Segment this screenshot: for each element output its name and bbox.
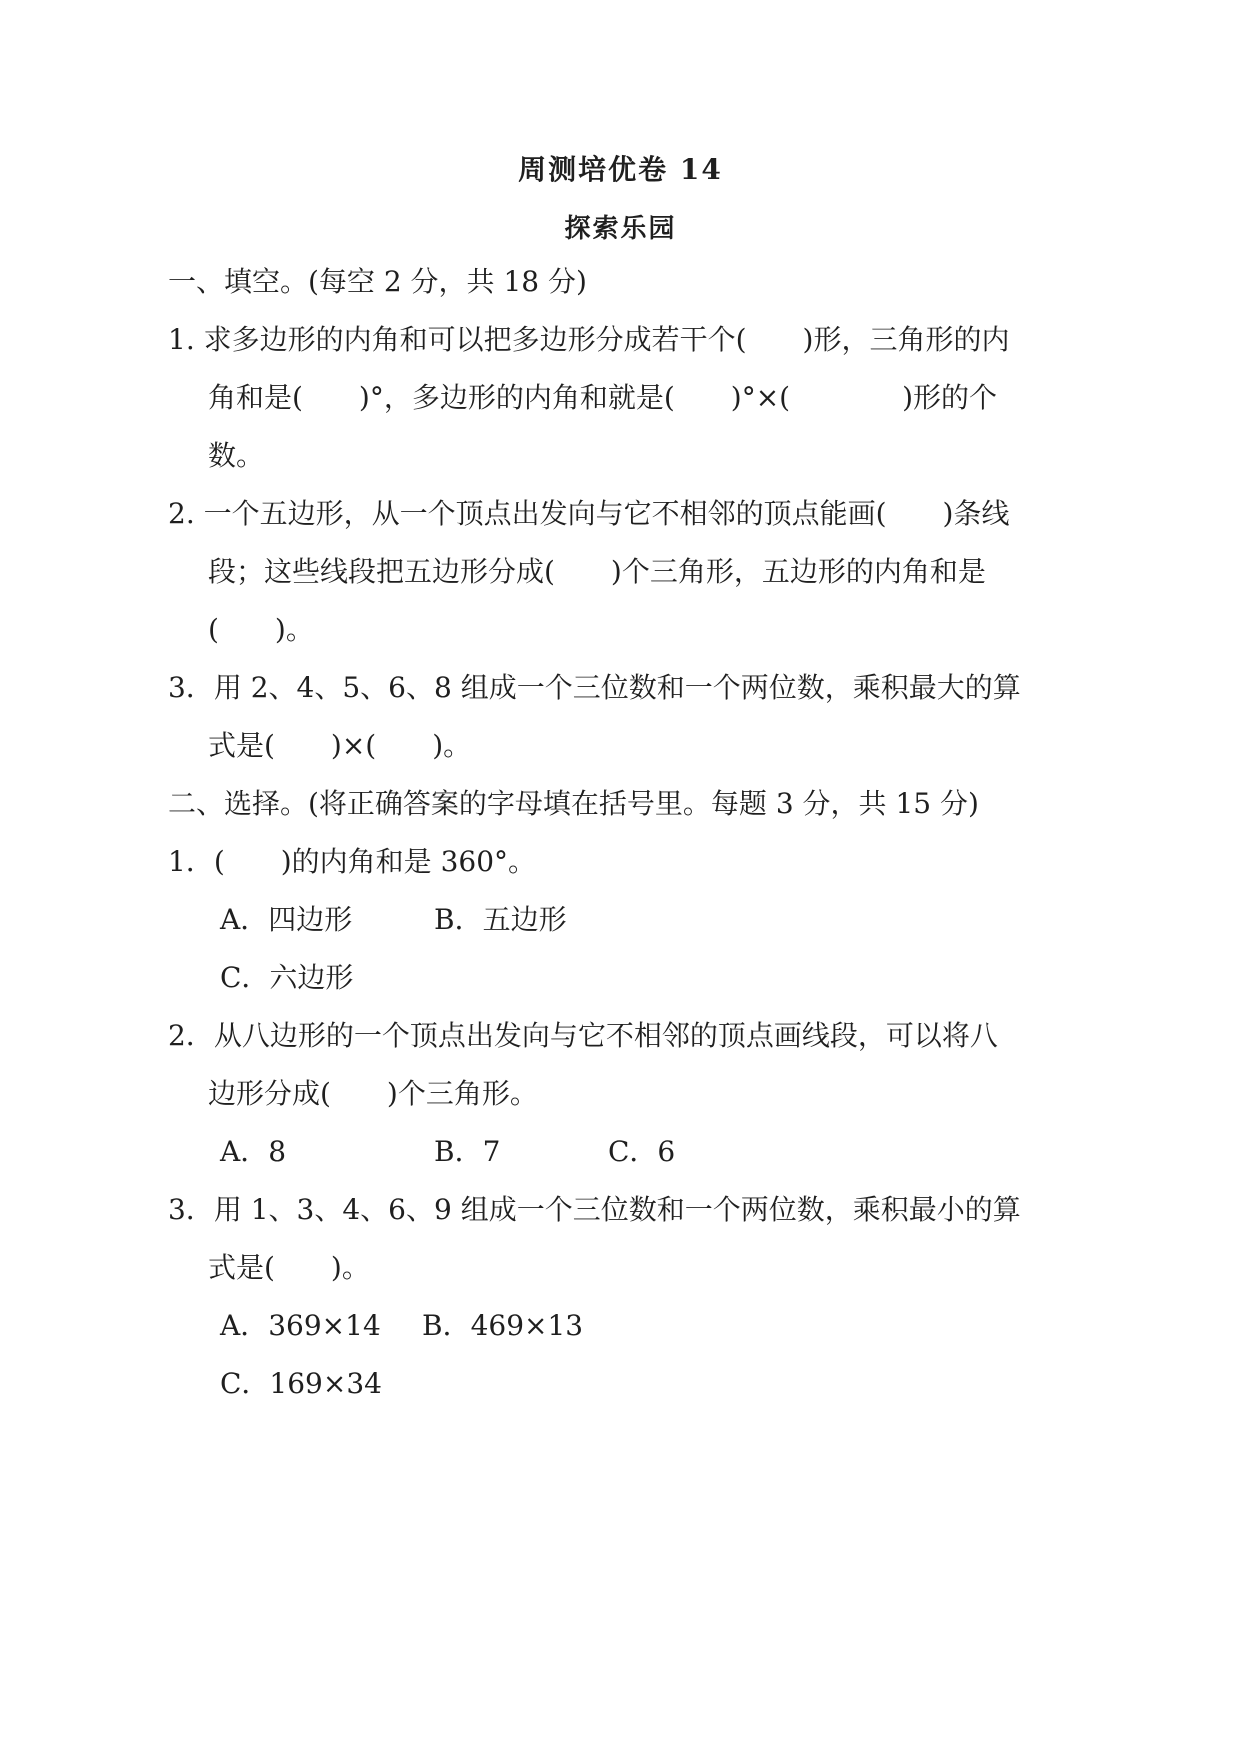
s2-q2-line2: 边形分成( )个三角形。 (208, 1077, 538, 1110)
s2-q2-option-a: A．8 (220, 1135, 287, 1168)
s2-q3-line1: 3．用 1、3、4、6、9 组成一个三位数和一个两位数，乘积最小的算 (168, 1193, 1021, 1226)
s1-q3-line2: 式是( )×( )。 (208, 729, 472, 762)
s1-q2-line3: ( )。 (208, 613, 314, 646)
s2-q1-stem: 1．( )的内角和是 360°。 (168, 845, 537, 878)
s2-q1-option-a: A．四边形 (220, 903, 353, 936)
s1-q2-line1: 2. 一个五边形，从一个顶点出发向与它不相邻的顶点能画( )条线 (168, 497, 1010, 530)
s2-q3-line2: 式是( )。 (208, 1251, 370, 1284)
s2-q2-line1: 2．从八边形的一个顶点出发向与它不相邻的顶点画线段，可以将八 (168, 1019, 998, 1052)
s1-q1-line2: 角和是( )°，多边形的内角和就是( )°×( )形的个 (208, 381, 998, 414)
s1-q3-line1: 3．用 2、4、5、6、8 组成一个三位数和一个两位数，乘积最大的算 (168, 671, 1021, 704)
s2-q3-option-a: A．369×14 (220, 1309, 381, 1342)
s2-q2-option-c: C．6 (608, 1135, 676, 1168)
s2-q3-option-c: C．169×34 (220, 1367, 382, 1400)
s1-q1-line3: 数。 (208, 439, 265, 472)
s1-q1-line1: 1. 求多边形的内角和可以把多边形分成若干个( )形，三角形的内 (168, 323, 1010, 356)
s2-q2-option-b: B．7 (434, 1135, 501, 1168)
page-subtitle: 探索乐园 (564, 214, 677, 244)
section-1-heading: 一、填空。(每空 2 分，共 18 分) (168, 265, 587, 298)
s1-q2-line2: 段；这些线段把五边形分成( )个三角形，五边形的内角和是 (208, 555, 986, 588)
s2-q1-option-c: C．六边形 (220, 961, 354, 994)
section-2-heading: 二、选择。(将正确答案的字母填在括号里。每题 3 分，共 15 分) (168, 787, 979, 820)
s2-q1-option-b: B．五边形 (434, 903, 567, 936)
s2-q3-option-b: B．469×13 (422, 1309, 584, 1342)
page-title: 周测培优卷 14 (518, 153, 723, 186)
